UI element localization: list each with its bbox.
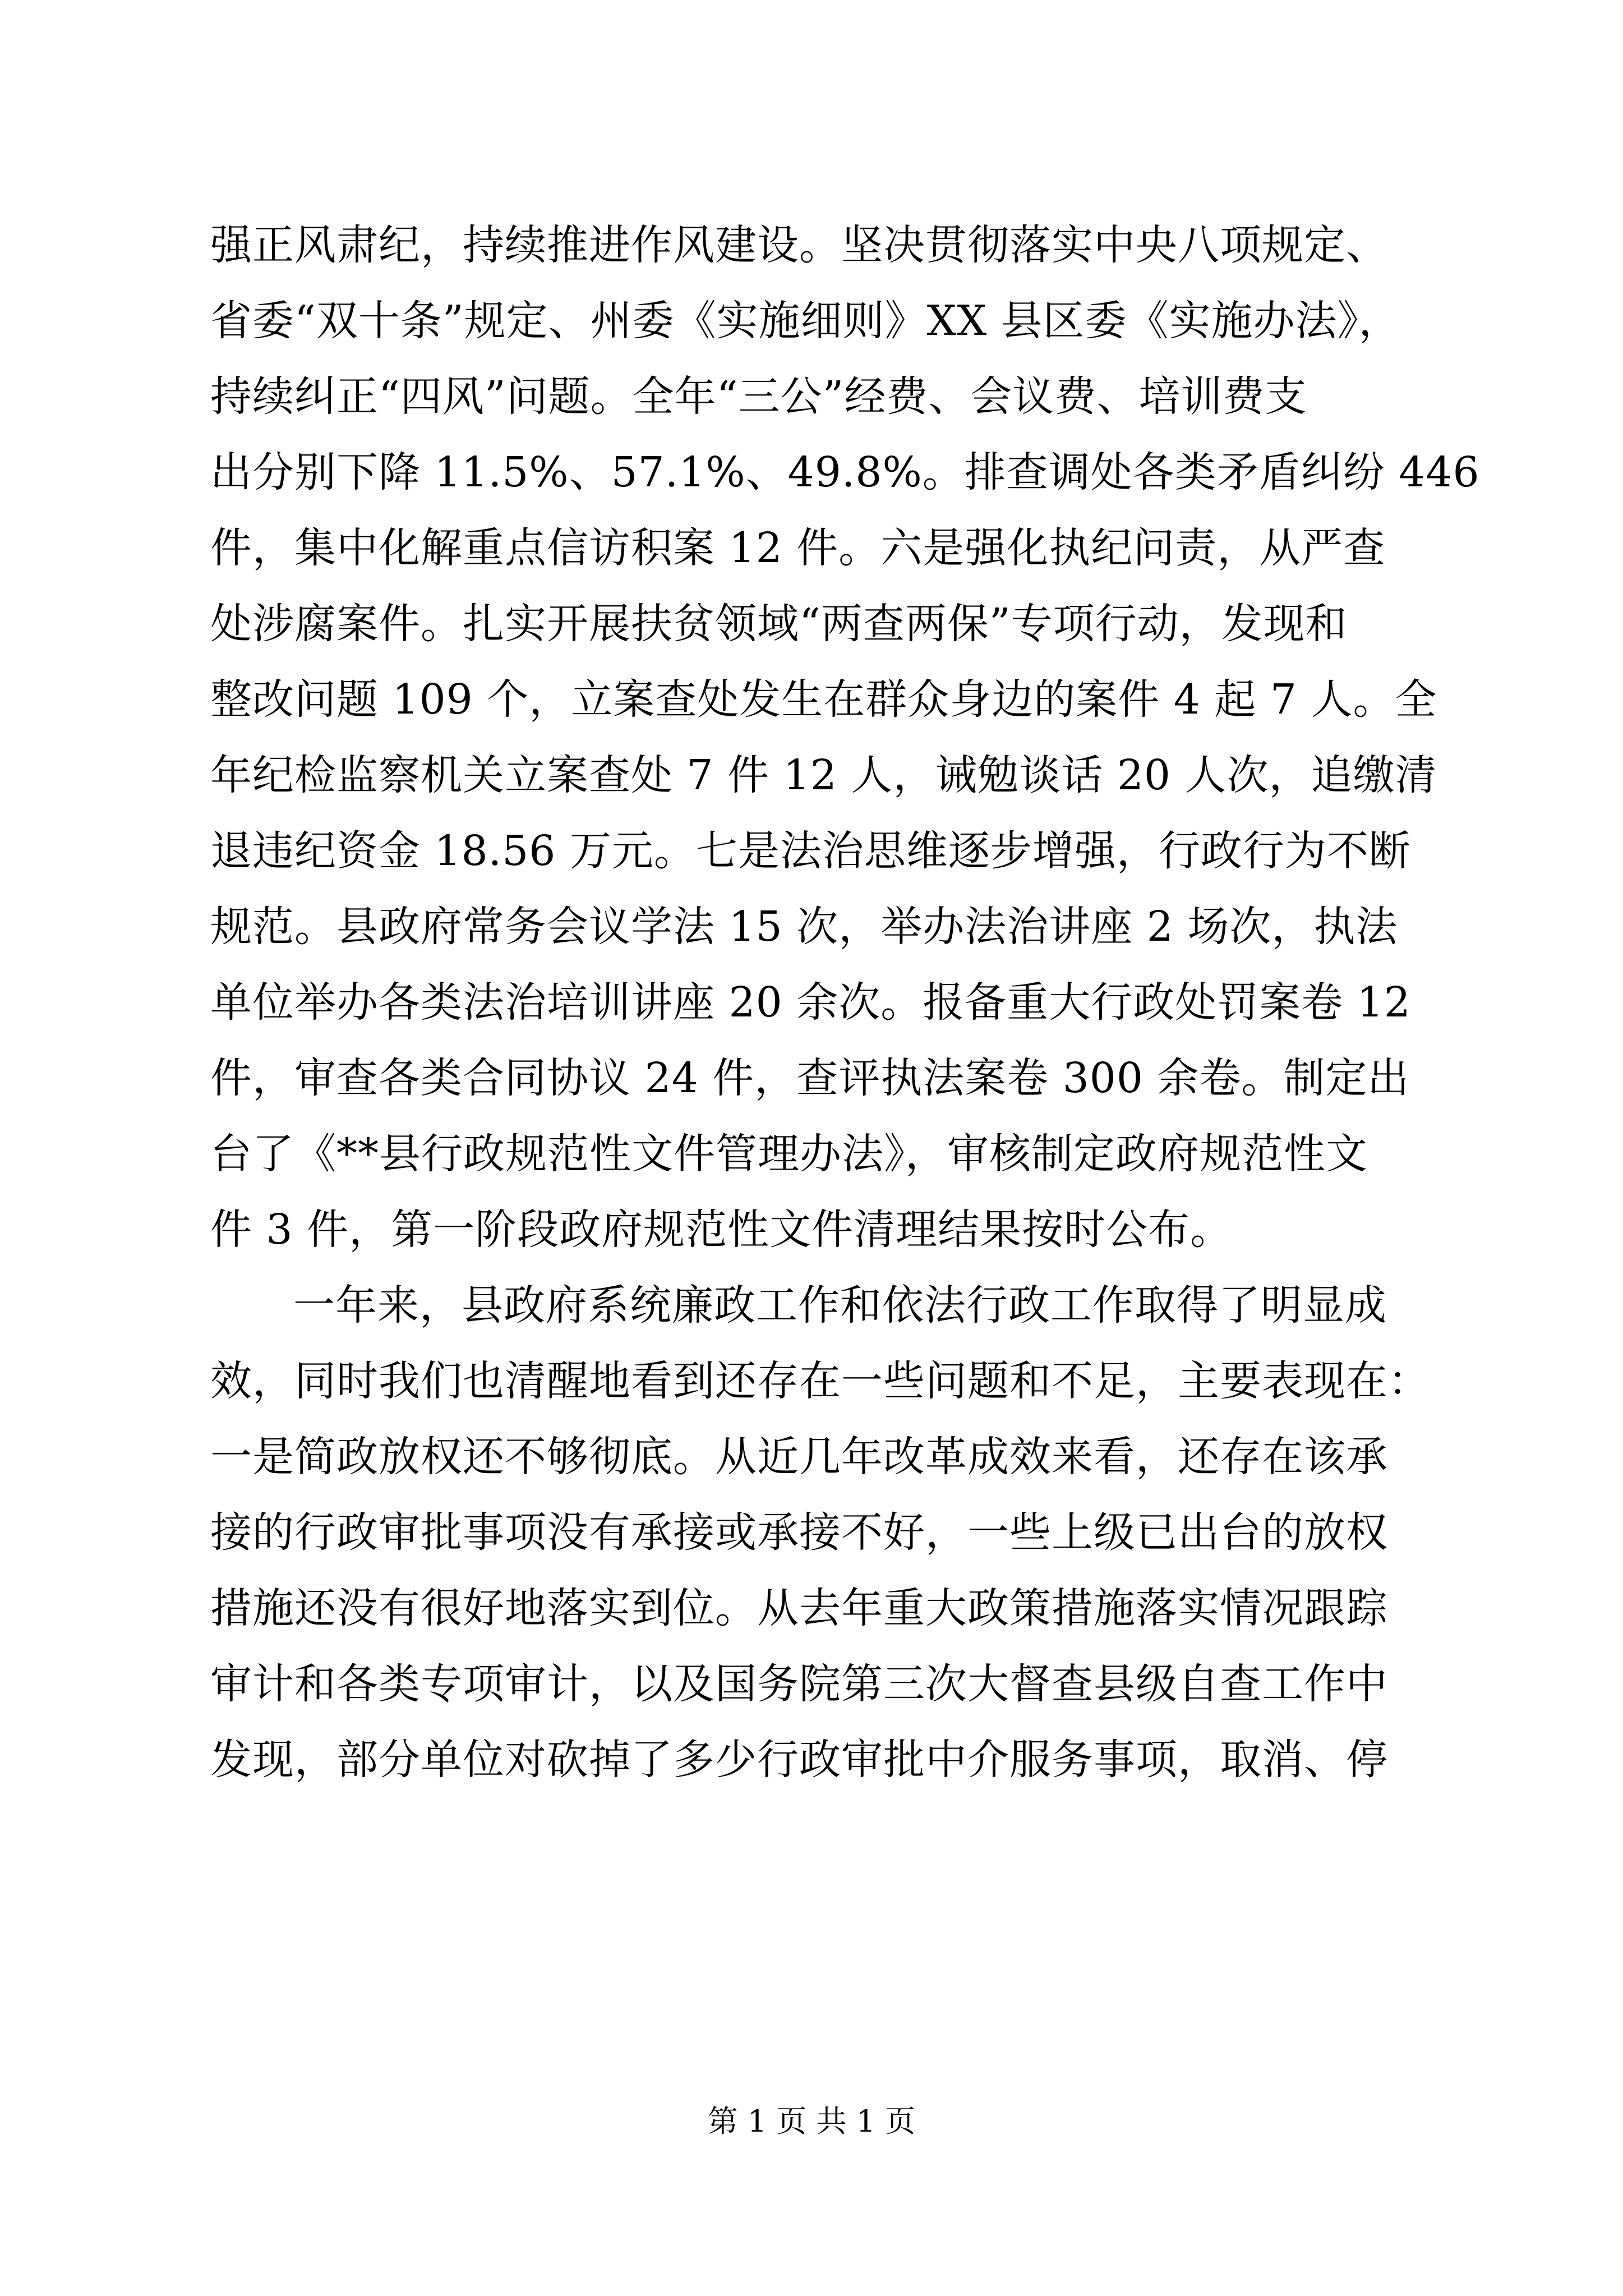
body-line-20: 审计和各类专项审计，以及国务院第三次大督查县级自查工作中: [210, 1660, 1388, 1708]
body-line-10: 规范。县政府常务会议学法 15 次，举办法治讲座 2 场次，执法: [210, 903, 1398, 951]
body-line-1: 强正风肃纪，持续推进作风建设。坚决贯彻落实中央八项规定、: [210, 221, 1388, 269]
body-line-13: 台了《**县行政规范性文件管理办法》，审核制定政府规范性文: [210, 1130, 1368, 1178]
body-line-7: 整改问题 109 个，立案查处发生在群众身边的案件 4 起 7 人。全: [210, 675, 1437, 724]
paragraph-2-first-line: 一年来，县政府系统廉政工作和依法行政工作取得了明显成: [293, 1281, 1387, 1329]
body-line-21: 发现，部分单位对砍掉了多少行政审批中介服务事项，取消、停: [210, 1736, 1388, 1784]
page-footer: 第 1 页 共 1 页: [707, 2104, 916, 2139]
body-line-19: 措施还没有很好地落实到位。从去年重大政策措施落实情况跟踪: [210, 1584, 1388, 1632]
body-line-14: 件 3 件，第一阶段政府规范性文件清理结果按时公布。: [210, 1205, 1233, 1254]
body-line-5: 件，集中化解重点信访积案 12 件。六是强化执纪问责，从严查: [210, 524, 1386, 572]
body-line-4: 出分别下降 11.5%、57.1%、49.8%。排查调处各类矛盾纠纷 446: [210, 448, 1480, 496]
body-line-16: 效，同时我们也清醒地看到还存在一些问题和不足，主要表现在：: [210, 1357, 1430, 1405]
body-line-18: 接的行政审批事项没有承接或承接不好，一些上级已出台的放权: [210, 1508, 1388, 1557]
body-line-11: 单位举办各类法治培训讲座 20 余次。报备重大行政处罚案卷 12: [210, 978, 1411, 1027]
body-line-2: 省委“双十条”规定、州委《实施细则》XX 县区委《实施办法》，: [210, 297, 1401, 345]
body-line-6: 处涉腐案件。扎实开展扶贫领域“两查两保”专项行动，发现和: [210, 600, 1348, 648]
body-line-8: 年纪检监察机关立案查处 7 件 12 人，诫勉谈话 20 人次，追缴清: [210, 751, 1437, 799]
body-line-12: 件，审查各类合同协议 24 件，查评执法案卷 300 余卷。制定出: [210, 1054, 1410, 1102]
body-line-9: 退违纪资金 18.56 万元。七是法治思维逐步增强，行政行为不断: [210, 827, 1411, 875]
body-line-17: 一是简政放权还不够彻底。从近几年改革成效来看，还存在该承: [210, 1433, 1388, 1481]
body-line-3: 持续纠正“四风”问题。全年“三公”经费、会议费、培训费支: [210, 372, 1307, 421]
